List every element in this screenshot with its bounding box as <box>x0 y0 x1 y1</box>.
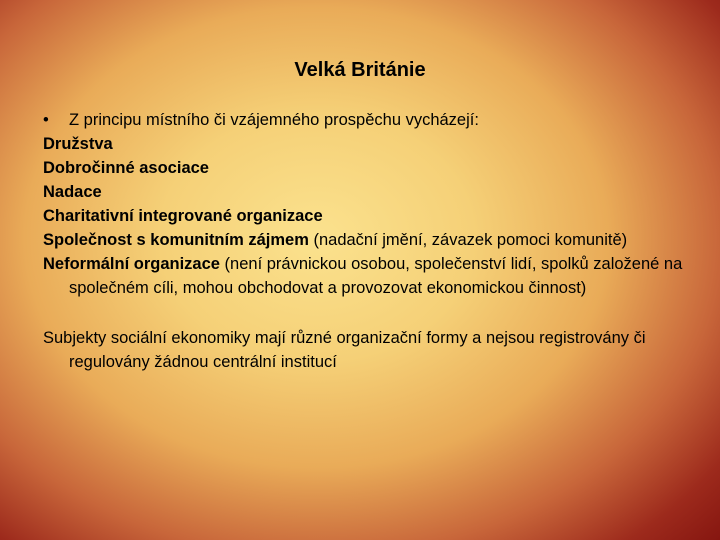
item-bold-text: Charitativní integrované organizace <box>43 207 323 225</box>
item-bold-text: Společnost s komunitním zájmem <box>43 231 309 249</box>
list-item <box>43 132 693 156</box>
item-bold-text: Dobročinné asociace <box>43 159 209 177</box>
item-bold-text: Neformální organizace <box>43 255 220 273</box>
list-item <box>43 180 693 204</box>
item-rest-text: (nadační jmění, závazek pomoci komunitě) <box>308 231 628 249</box>
list-item <box>43 156 693 180</box>
intro-line <box>43 108 693 132</box>
item-bold-text: Družstva <box>43 135 113 153</box>
item-bold-text: Nadace <box>43 183 102 201</box>
list-item <box>43 204 693 228</box>
slide-title: Velká Británie <box>294 59 426 81</box>
list-item <box>43 228 693 252</box>
list-item <box>43 252 693 300</box>
footer-paragraph: Subjekty sociální ekonomiky mají různé organizační formy a nejsou registrovány či regulovány žádnou centrální institucí <box>43 329 646 371</box>
spacer <box>43 300 693 326</box>
item-rest-text: (není právnickou osobou, společenství lidí, spolků založené na společném cíli, mohou obchodovat a provozovat ekonomickou činnost) <box>69 255 683 297</box>
bullet-icon: • <box>43 111 49 129</box>
slide-body <box>43 108 693 374</box>
intro-text: Z principu místního či vzájemného prospěchu vycházejí: <box>69 111 479 129</box>
